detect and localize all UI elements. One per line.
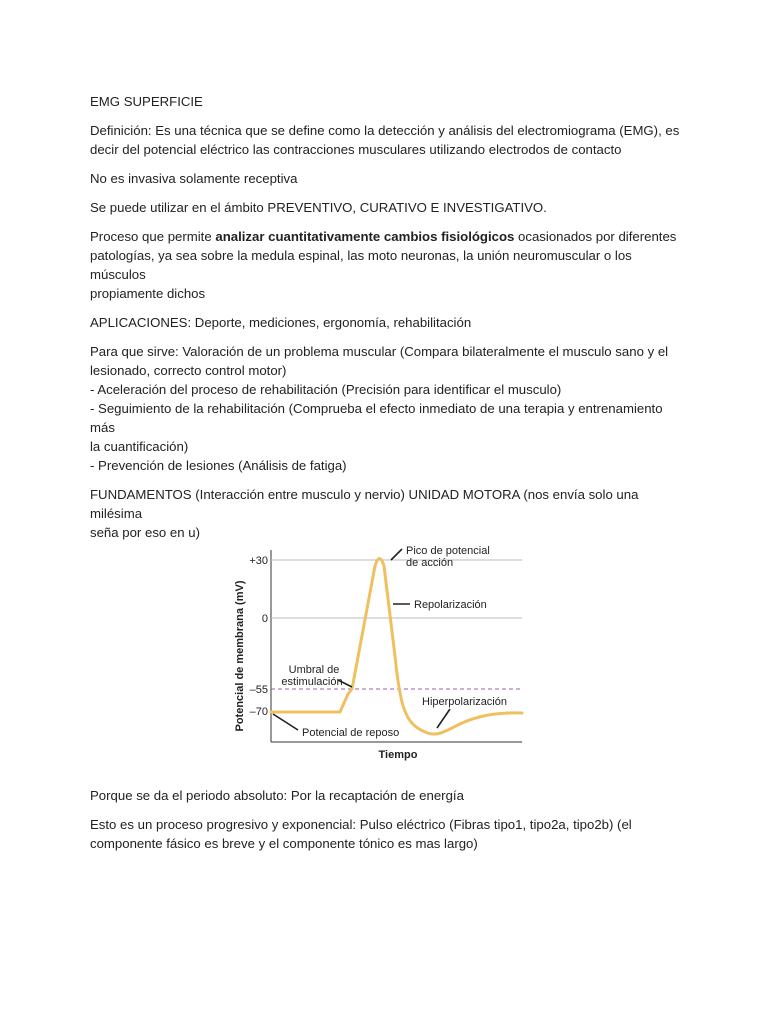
action-potential-figure [90,546,690,776]
text-run: ocasionados por diferentes [514,229,677,244]
peak-label-line2: de acción [406,557,454,570]
text-line: - Seguimiento de la rehabilitación (Comprueba el efecto inmediato de una terapia y entrenamiento más [90,401,663,435]
rest-pointer [273,714,298,730]
tick-label: +30 [249,555,268,567]
applications-paragraph: APLICACIONES: Deporte, mediciones, ergonomía, rehabilitación [90,315,472,330]
y-axis-label: Potencial de membrana (mV) [234,580,246,732]
process-paragraph [90,227,690,303]
text-line: FUNDAMENTOS (Interacción entre musculo y nervio) UNIDAD MOTORA (nos envía solo una milésima [90,487,639,521]
peak-pointer [391,549,402,560]
threshold-label-line2: estimulación [281,676,343,688]
purpose-paragraph [90,342,690,475]
usage-paragraph: Se puede utilizar en el ámbito PREVENTIVO, CURATIVO E INVESTIGATIVO. [90,200,547,215]
invasive-paragraph: No es invasiva solamente receptiva [90,171,298,186]
text-line: seña por eso en u) [90,525,200,540]
rest-label: Potencial de reposo [302,727,400,739]
text-run: Proceso que permite [90,229,216,244]
hyperpolarization-pointer [437,709,450,728]
peak-label-line1: Pico de potencial [406,546,490,558]
text-line: Definición: Es una técnica que se define como la detección y análisis del electromiograma (EMG), es [90,123,680,138]
text-line [90,227,690,246]
document-page [90,92,690,863]
text-line: - Prevención de lesiones (Análisis de fatiga) [90,458,347,473]
text-line: - Aceleración del proceso de rehabilitación (Precisión para identificar el musculo) [90,382,562,397]
threshold-label-line1: Umbral de [288,664,340,676]
document-heading: EMG SUPERFICIE [90,94,203,109]
repolarization-label: Repolarización [414,599,487,611]
text-line: Esto es un proceso progresivo y exponencial: Pulso eléctrico (Fibras tipo1, tipo2a, tipo2b) (el [90,817,632,832]
definition-paragraph [90,121,690,159]
text-line: lesionado, correcto control motor) [90,363,287,378]
text-line: la cuantificación) [90,439,189,454]
text-line: Para que sirve: Valoración de un problema muscular (Compara bilateralmente el musculo sano y el [90,344,669,359]
x-axis-label: Tiempo [378,749,418,761]
tick-label: 0 [261,613,268,625]
hyperpolarization-label: Hiperpolarización [422,696,507,708]
bold-phrase: analizar cuantitativamente cambios fisiológicos [215,229,515,244]
text-line: propiamente dichos [90,286,206,301]
tick-label: –70 [249,706,268,718]
refractory-paragraph: Porque se da el periodo absoluto: Por la recaptación de energía [90,788,464,803]
text-line: componente fásico es breve y el componente tónico es mas largo) [90,836,478,851]
text-line: decir del potencial eléctrico las contracciones musculares utilizando electrodos de contacto [90,142,622,157]
text-line: patologías, ya sea sobre la medula espinal, las moto neuronas, la unión neuromuscular o los músculos [90,248,632,282]
tick-label: –55 [249,684,268,696]
action-potential-diagram [230,546,530,772]
fundamentals-paragraph [90,485,690,542]
progressive-paragraph [90,815,690,853]
